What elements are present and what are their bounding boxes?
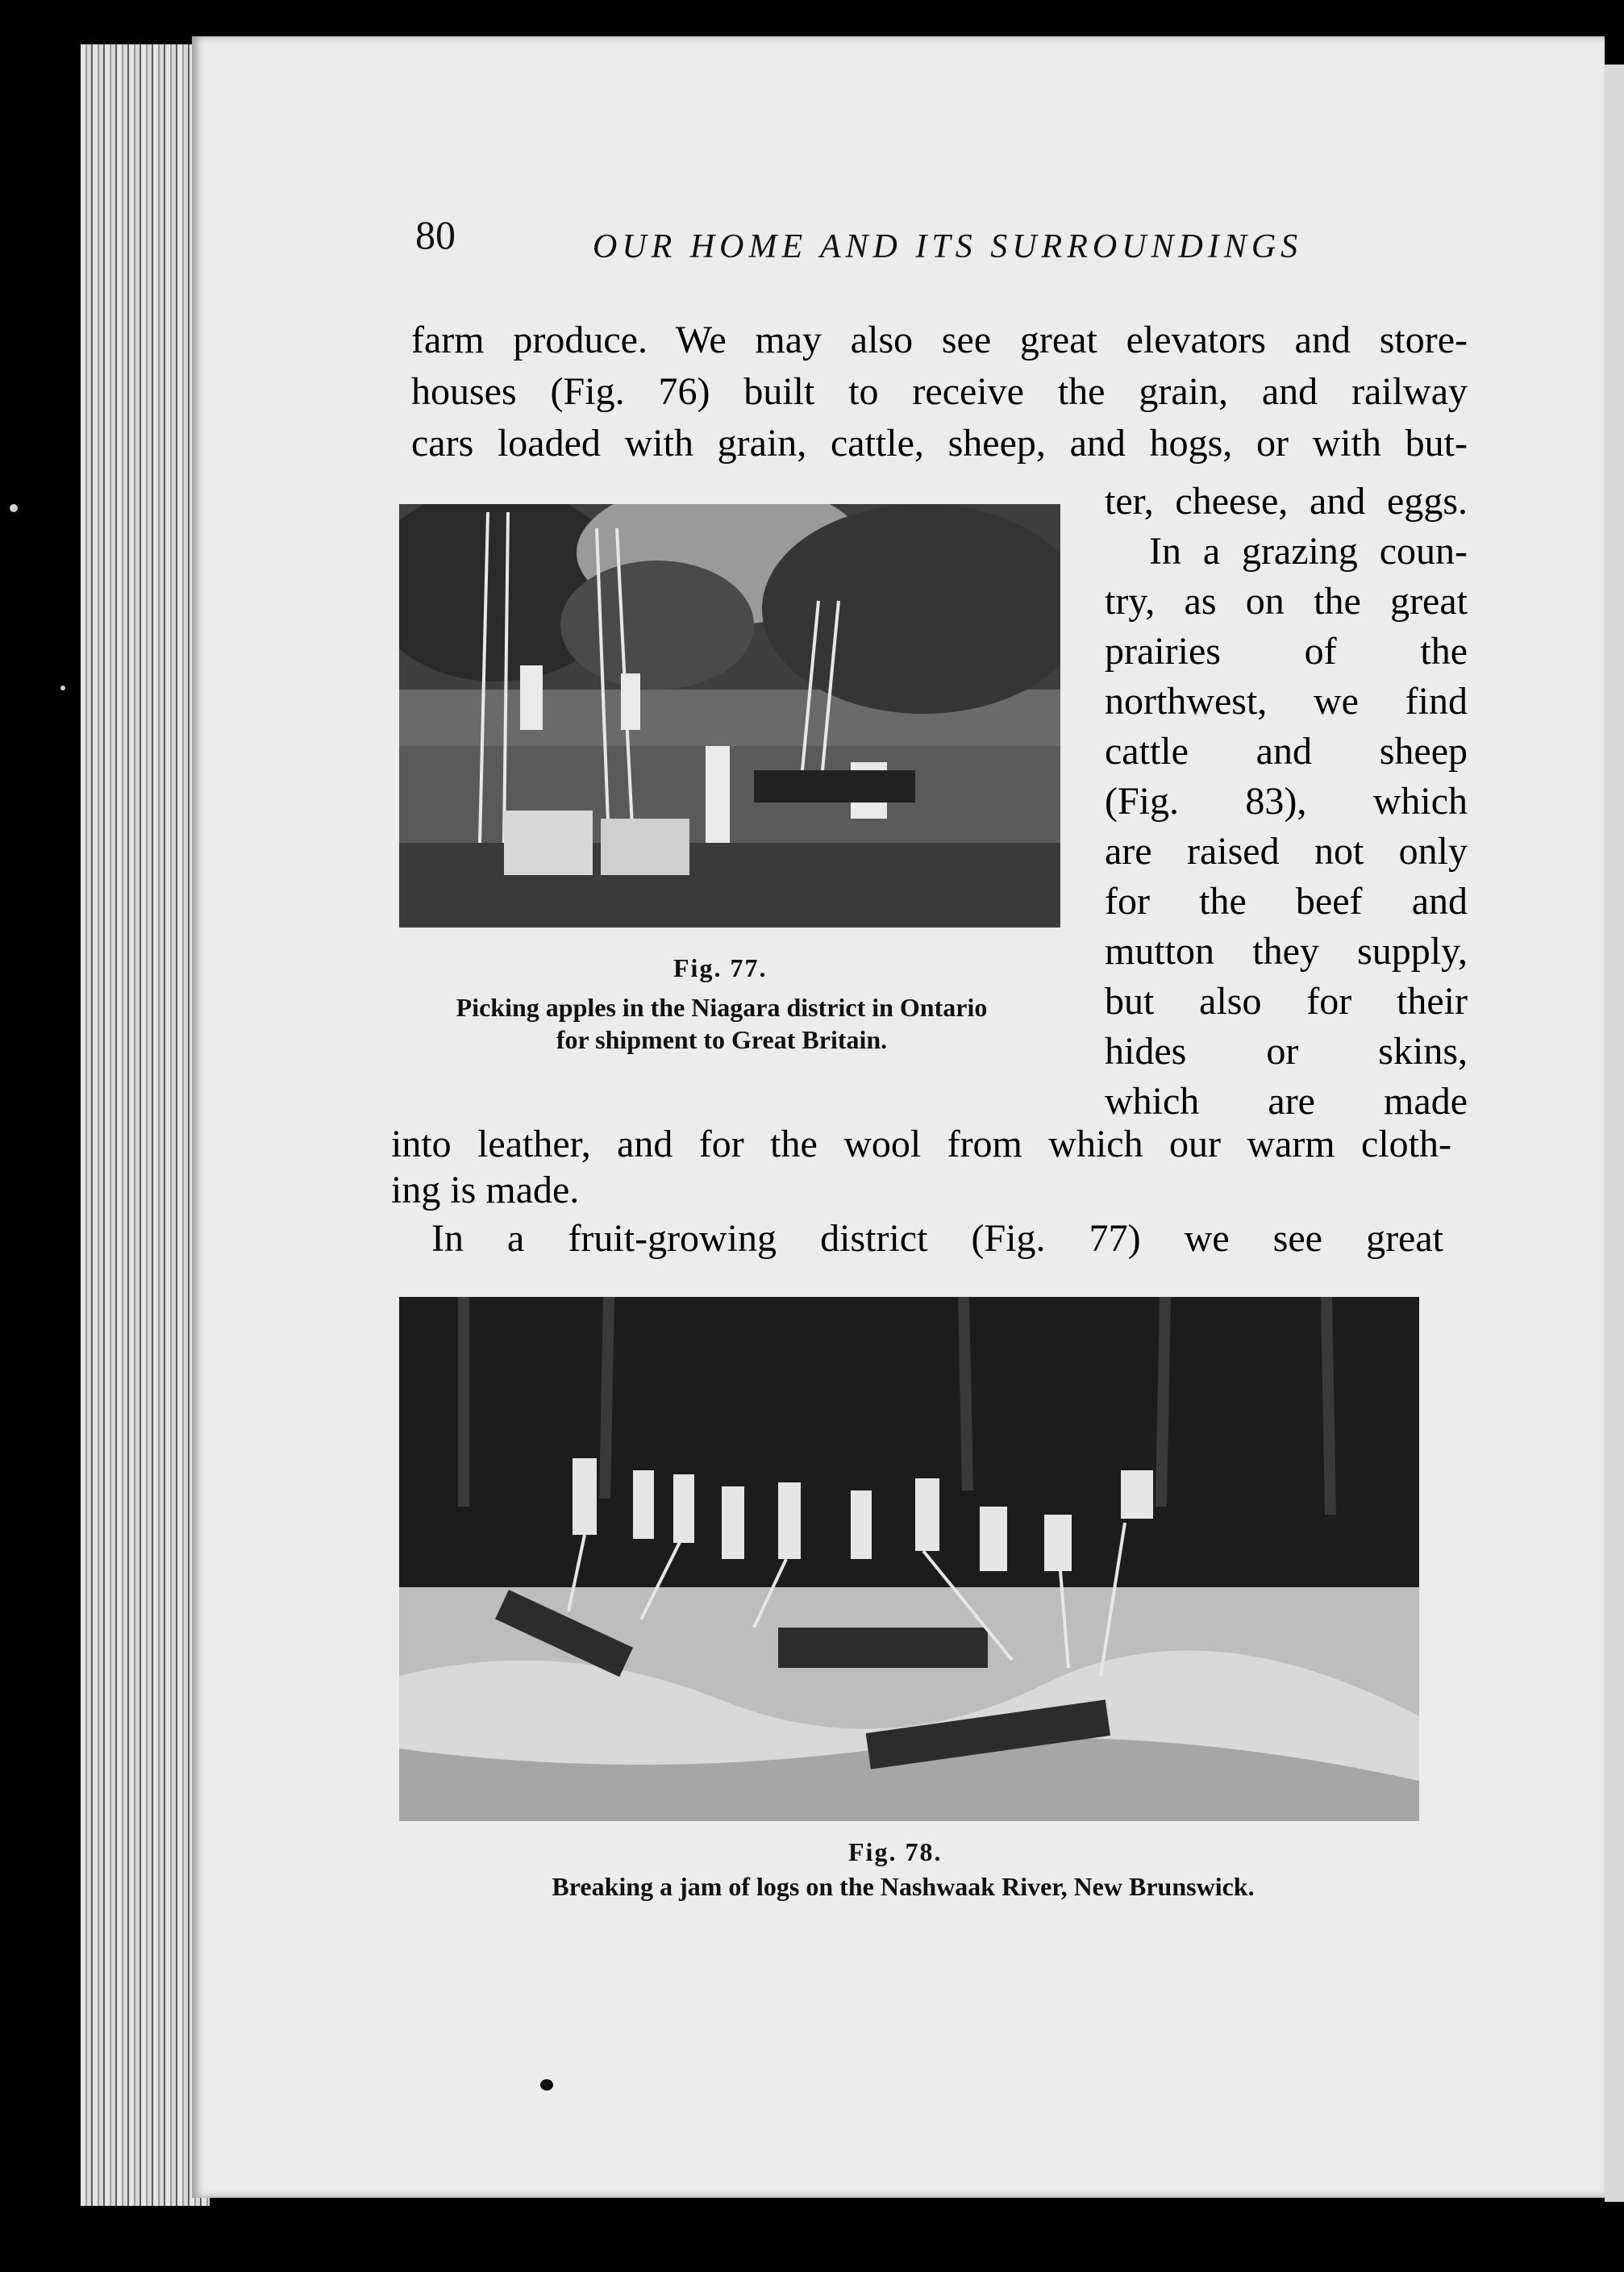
scan-speck bbox=[60, 686, 65, 690]
figure-78-label: Fig. 78. bbox=[848, 1837, 943, 1866]
body-line: farm produce. We may also see great elevators and store- bbox=[411, 319, 1468, 361]
body-line: into leather, and for the wool from which our warm cloth- bbox=[391, 1123, 1451, 1165]
book-right-edge bbox=[1605, 65, 1624, 2202]
orchard-photo bbox=[399, 504, 1060, 928]
book-page-stack bbox=[81, 44, 210, 2206]
body-line: cattle and sheep bbox=[1105, 730, 1468, 773]
log-jam-photo bbox=[399, 1297, 1419, 1821]
body-line: hides or skins, bbox=[1105, 1030, 1468, 1073]
body-line: for the beef and bbox=[1105, 880, 1468, 923]
scan-speck bbox=[10, 504, 18, 512]
page-number: 80 bbox=[415, 212, 456, 257]
body-line: In a fruit-growing district (Fig. 77) we see great bbox=[431, 1217, 1443, 1260]
body-line: ing is made. bbox=[391, 1169, 580, 1211]
body-line: but also for their bbox=[1105, 980, 1468, 1023]
figure-77-caption-line1: Picking apples in the Niagara district in Ontario bbox=[456, 993, 988, 1022]
figure-78-photo bbox=[399, 1297, 1419, 1821]
body-line: (Fig. 83), which bbox=[1105, 780, 1468, 823]
running-head: OUR HOME AND ITS SURROUNDINGS bbox=[593, 228, 1303, 265]
ink-mark bbox=[540, 2079, 553, 2091]
body-line: cars loaded with grain, cattle, sheep, and hogs, or with but- bbox=[411, 422, 1468, 465]
figure-77-caption-line2: for shipment to Great Britain. bbox=[556, 1025, 888, 1054]
body-line: In a grazing coun- bbox=[1149, 530, 1468, 573]
body-line: ter, cheese, and eggs. bbox=[1105, 480, 1468, 523]
body-line: houses (Fig. 76) built to receive the grain, and railway bbox=[411, 370, 1468, 413]
body-line: prairies of the bbox=[1105, 630, 1468, 673]
body-line: try, as on the great bbox=[1105, 580, 1468, 623]
body-line: which are made bbox=[1105, 1080, 1468, 1123]
figure-77-photo bbox=[399, 504, 1060, 928]
body-line: mutton they supply, bbox=[1105, 930, 1468, 973]
figure-78-caption: Breaking a jam of logs on the Nashwaak River, New Brunswick. bbox=[552, 1872, 1255, 1901]
body-line: are raised not only bbox=[1105, 830, 1468, 873]
figure-77-label: Fig. 77. bbox=[673, 953, 768, 982]
body-line: northwest, we find bbox=[1105, 680, 1468, 723]
